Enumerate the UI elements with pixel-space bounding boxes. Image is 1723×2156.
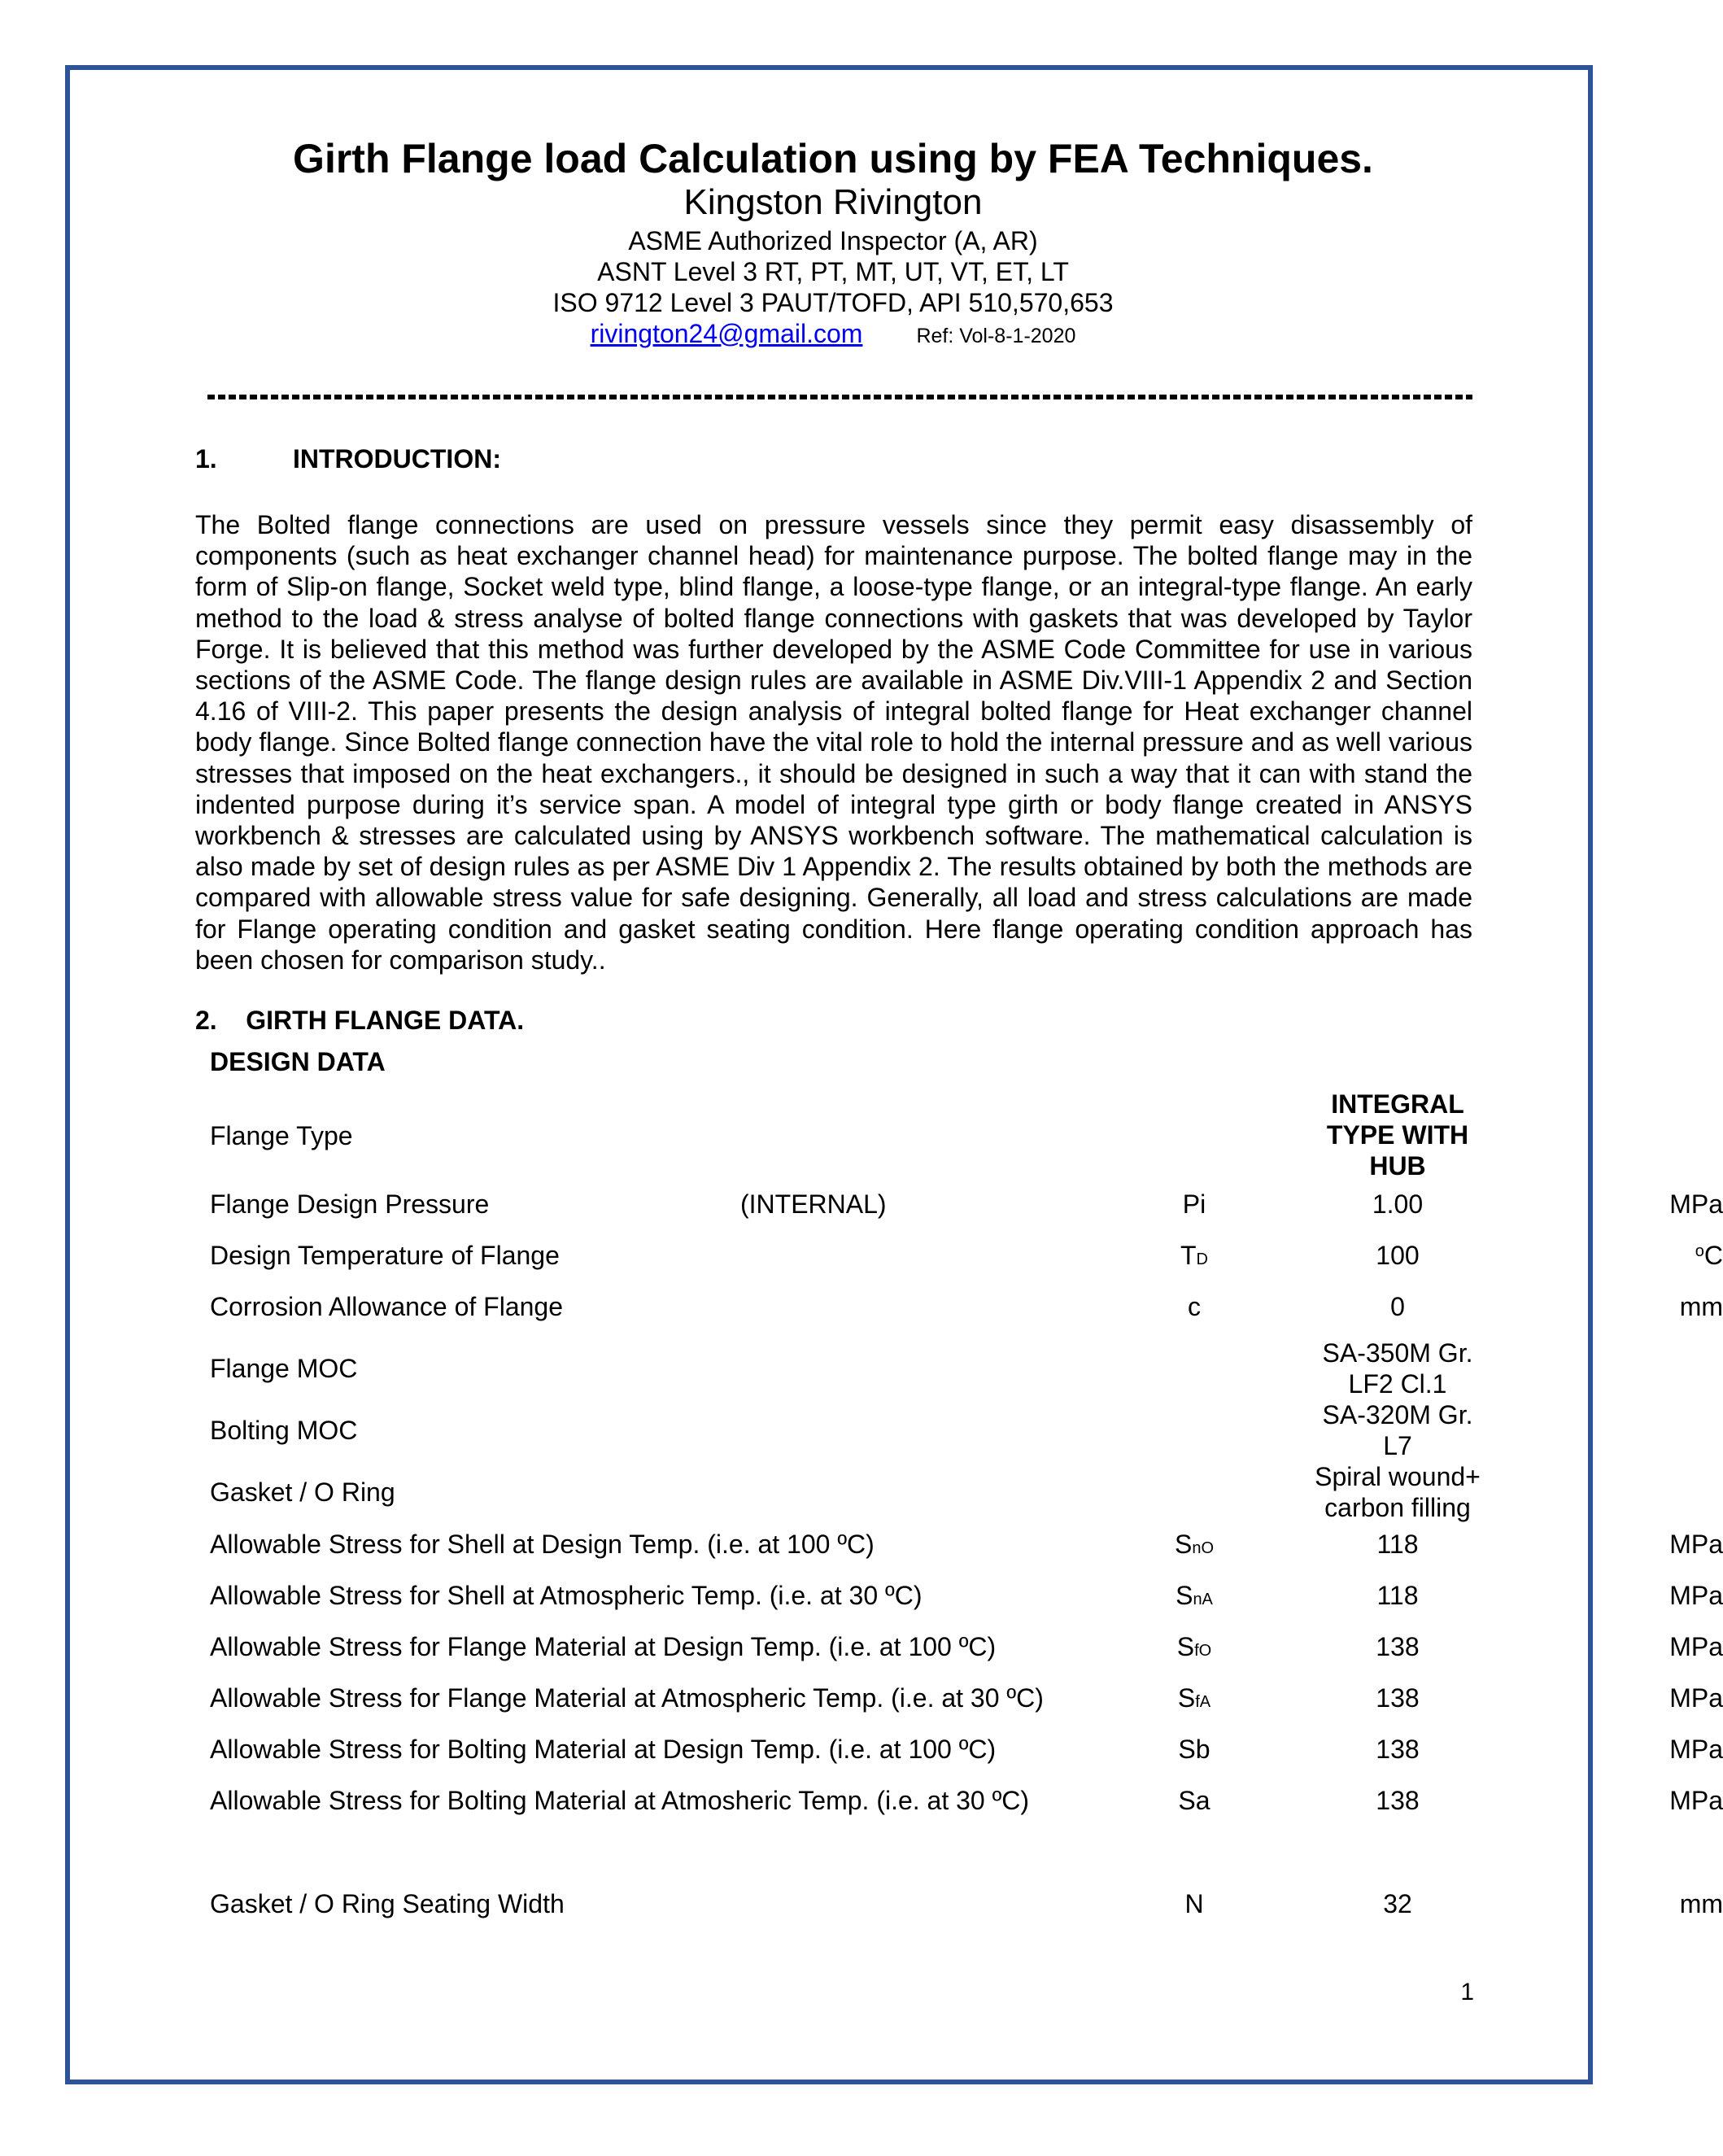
design-data-row: [210, 1581, 1723, 1630]
row-label: Gasket / O Ring Seating Width: [210, 1889, 565, 1918]
row-symbol: SfA: [1177, 1683, 1211, 1713]
section-number: 1.: [195, 444, 217, 474]
design-data-row: [210, 1530, 1723, 1578]
row-symbol: Sb: [1178, 1735, 1210, 1764]
row-value: SA-320M Gr. L7: [1322, 1400, 1473, 1460]
row-value: 32: [1383, 1889, 1412, 1918]
design-data-row: [210, 1461, 1577, 1523]
dashed-separator: [207, 395, 1472, 399]
row-label: Allowable Stress for Flange Material at Design Temp. (i.e. at 100 ºC): [210, 1632, 997, 1661]
row-unit: $^o$C: [1695, 1241, 1723, 1270]
affiliation-line: ASNT Level 3 RT, PT, MT, UT, VT, ET, LT: [597, 257, 1069, 286]
row-note: (INTERNAL): [740, 1189, 887, 1219]
section-title: 2. GIRTH FLANGE DATA.: [195, 1006, 525, 1035]
design-data-row: [210, 1735, 1723, 1783]
author-name: Kingston Rivington: [683, 182, 983, 222]
row-symbol: Sa: [1178, 1786, 1210, 1815]
row-value: 138: [1376, 1735, 1420, 1764]
design-data-row: [210, 1089, 1577, 1186]
email-link[interactable]: rivington24@gmail.com: [590, 319, 863, 348]
row-unit: MPa: [1669, 1735, 1723, 1764]
row-unit: MPa: [1669, 1530, 1723, 1559]
affiliation-line: ISO 9712 Level 3 PAUT/TOFD, API 510,570,653: [552, 288, 1114, 317]
row-value: INTEGRAL TYPE WITH HUB: [1326, 1089, 1469, 1181]
design-data-row: [210, 1683, 1723, 1732]
row-label: Flange Design Pressure: [210, 1189, 490, 1219]
row-value: 100: [1376, 1241, 1420, 1270]
row-value: Spiral wound+ carbon filling: [1315, 1462, 1481, 1522]
row-value: 0: [1390, 1292, 1405, 1321]
design-data-row: [210, 1632, 1723, 1681]
row-label: Bolting MOC: [210, 1416, 358, 1445]
row-label: Allowable Stress for Shell at Design Temp. (i.e. at 100 ºC): [210, 1530, 875, 1559]
subsection-title: DESIGN DATA: [210, 1047, 386, 1076]
introduction-paragraph: The Bolted flange connections are used on pressure vessels since they permit easy disassembly of components (such as heat exchanger channel head) for maintenance purpose. The bolted flange may in the form of Slip-on flange, Socket weld type, blind flange, a loose-type flange, or an integral-type flange. An early method to the load & stress analyse of bolted flange connections with gaskets that was developed by Taylor Forge. It is believed that this method was further developed by the ASME Code Committee for use in various sections of the ASME Code. The flange design rules are available in ASME Div.VIII-1 Appendix 2 and Section 4.16 of VIII-2. This paper presents the design analysis of integral bolted flange for Heat exchanger channel body flange. Since Bolted flange connection have the vital role to hold the internal pressure and as well various stresses that imposed on the heat exchangers., it should be designed in such a way that it can with stand the indented purpose during it’s service span. A model of integral type girth or body flange created in ANSYS workbench & stresses are calculated using by ANSYS workbench software. The mathematical calculation is also made by set of design rules as per ASME Div 1 Appendix 2. The results obtained by both the methods are compared with allowable stress value for safe designing. Generally, all load and stress calculations are made for Flange operating condition and gasket seating condition. Here flange operating condition approach has been chosen for comparison study..: [195, 510, 1472, 975]
row-label: Flange Type: [210, 1121, 353, 1150]
row-value: SA-350M Gr. LF2 Cl.1: [1322, 1338, 1473, 1399]
contact-line: [0, 319, 1666, 349]
row-value: 118: [1376, 1581, 1419, 1610]
row-unit: MPa: [1669, 1786, 1723, 1815]
paper-title: Girth Flange load Calculation using by FEA Techniques.: [293, 136, 1373, 181]
row-symbol: SnA: [1176, 1581, 1213, 1610]
design-data-row: [210, 1889, 1723, 1938]
page-number: 1: [1460, 1979, 1474, 2005]
row-symbol: c: [1188, 1292, 1201, 1321]
design-data-row: [210, 1786, 1723, 1835]
design-data-row: [210, 1241, 1723, 1290]
row-symbol: N: [1184, 1889, 1204, 1918]
row-value: 1.00: [1372, 1189, 1424, 1219]
row-symbol: SfO: [1176, 1632, 1212, 1661]
row-unit: MPa: [1669, 1632, 1723, 1661]
design-data-row: [210, 1189, 1723, 1238]
row-label: Corrosion Allowance of Flange: [210, 1292, 564, 1321]
row-label: Design Temperature of Flange: [210, 1241, 560, 1270]
row-value: 138: [1376, 1786, 1420, 1815]
row-label: Allowable Stress for Flange Material at Atmospheric Temp. (i.e. at 30 ºC): [210, 1683, 1044, 1713]
row-value: 118: [1376, 1530, 1419, 1559]
row-label: Flange MOC: [210, 1354, 358, 1383]
section-title: INTRODUCTION:: [293, 444, 501, 474]
reference-code: Ref: Vol-8-1-2020: [916, 325, 1076, 347]
design-data-row: [210, 1292, 1723, 1341]
row-label: Allowable Stress for Bolting Material at Atmosheric Temp. (i.e. at 30 ºC): [210, 1786, 1030, 1815]
row-symbol: TD: [1180, 1241, 1208, 1270]
design-data-row: [210, 1338, 1577, 1399]
row-value: 138: [1376, 1683, 1420, 1713]
row-label: Allowable Stress for Bolting Material at Design Temp. (i.e. at 100 ºC): [210, 1735, 997, 1764]
row-unit: MPa: [1669, 1683, 1723, 1713]
design-data-row: [210, 1399, 1577, 1461]
row-unit: MPa: [1669, 1189, 1723, 1219]
row-unit: mm: [1679, 1889, 1723, 1918]
row-value: 138: [1376, 1632, 1420, 1661]
row-unit: MPa: [1669, 1581, 1723, 1610]
row-symbol: SnO: [1174, 1530, 1215, 1559]
row-unit: mm: [1679, 1292, 1723, 1321]
row-symbol: Pi: [1182, 1189, 1206, 1219]
affiliation-line: ASME Authorized Inspector (A, AR): [628, 226, 1038, 255]
row-label: Gasket / O Ring: [210, 1477, 395, 1507]
row-label: Allowable Stress for Shell at Atmospheric Temp. (i.e. at 30 ºC): [210, 1581, 923, 1610]
